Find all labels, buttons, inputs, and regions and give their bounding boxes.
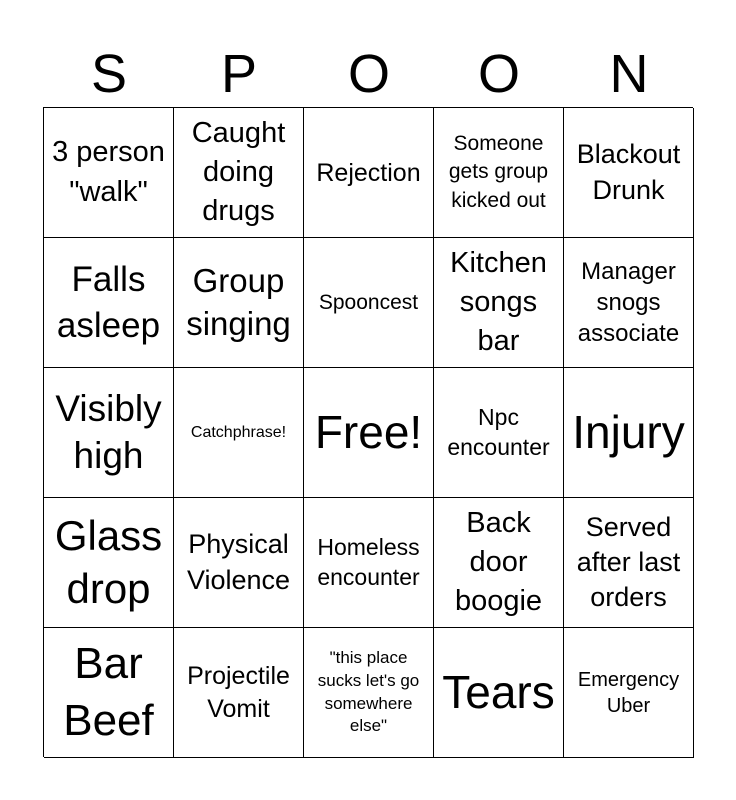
bingo-cell[interactable] <box>174 498 304 628</box>
bingo-cell[interactable] <box>564 108 694 238</box>
bingo-cell[interactable] <box>564 498 694 628</box>
bingo-cell-text: Falls asleep <box>56 260 161 345</box>
bingo-cell[interactable] <box>174 238 304 368</box>
bingo-header <box>44 40 694 108</box>
header-letter-o: O <box>347 44 390 104</box>
bingo-cell[interactable] <box>44 498 174 628</box>
bingo-cell-text: Kitchen songs bar <box>450 246 547 358</box>
bingo-cell-text: "this place sucks let's go somewhere else" <box>317 647 420 736</box>
bingo-cell-text: Manager snogs associate <box>577 257 680 348</box>
bingo-cell[interactable] <box>174 628 304 758</box>
bingo-cell-text: Back door boogie <box>454 506 543 618</box>
bingo-cell[interactable] <box>44 628 174 758</box>
header-letter-p: P <box>220 44 258 104</box>
bingo-cell-text: Homeless encounter <box>317 533 420 590</box>
bingo-grid <box>43 107 693 757</box>
bingo-cell-text: Visibly high <box>55 388 162 476</box>
bingo-cell-text: Blackout Drunk <box>576 139 681 205</box>
bingo-cell[interactable] <box>44 108 174 238</box>
bingo-cell[interactable] <box>304 108 434 238</box>
header-letter-s: S <box>90 44 128 104</box>
bingo-cell-text: Served after last orders <box>576 511 681 613</box>
bingo-cell[interactable] <box>434 368 564 498</box>
bingo-cell[interactable] <box>434 108 564 238</box>
bingo-cell[interactable] <box>304 628 434 758</box>
bingo-cell[interactable] <box>434 238 564 368</box>
bingo-cell-text: Spooncest <box>318 290 419 314</box>
bingo-cell-text: Caught doing drugs <box>191 116 286 228</box>
bingo-cell[interactable] <box>434 498 564 628</box>
bingo-cell-text: Projectile Vomit <box>187 662 290 723</box>
bingo-cell-text: Emergency Uber <box>577 668 680 717</box>
bingo-cell-text: Rejection <box>316 158 421 187</box>
bingo-cell[interactable] <box>174 108 304 238</box>
header-letter-o: O <box>477 44 520 104</box>
bingo-cell-text: Glass drop <box>54 512 163 612</box>
bingo-cell-text: Free! <box>314 405 423 458</box>
bingo-cell-text: Bar Beef <box>63 639 154 745</box>
bingo-cell-text: Catchphrase! <box>190 423 287 441</box>
bingo-cell[interactable] <box>44 368 174 498</box>
bingo-cell[interactable] <box>174 368 304 498</box>
bingo-cell-text: Someone gets group kicked out <box>448 131 549 212</box>
bingo-cell[interactable] <box>44 238 174 368</box>
bingo-cell[interactable] <box>564 628 694 758</box>
bingo-cell-text: Physical Violence <box>186 529 291 595</box>
free-space-cell[interactable] <box>304 368 434 498</box>
bingo-cell[interactable] <box>304 498 434 628</box>
bingo-cell-text: 3 person "walk" <box>52 136 165 208</box>
bingo-cell-text: Group singing <box>186 261 291 342</box>
bingo-cell[interactable] <box>564 238 694 368</box>
bingo-cell-text: Tears <box>442 665 555 718</box>
bingo-cell-text: Injury <box>572 405 685 458</box>
bingo-cell-text: Npc encounter <box>447 403 550 460</box>
bingo-cell[interactable] <box>564 368 694 498</box>
bingo-cell[interactable] <box>304 238 434 368</box>
bingo-cell[interactable] <box>434 628 564 758</box>
header-letter-n: N <box>609 44 649 104</box>
